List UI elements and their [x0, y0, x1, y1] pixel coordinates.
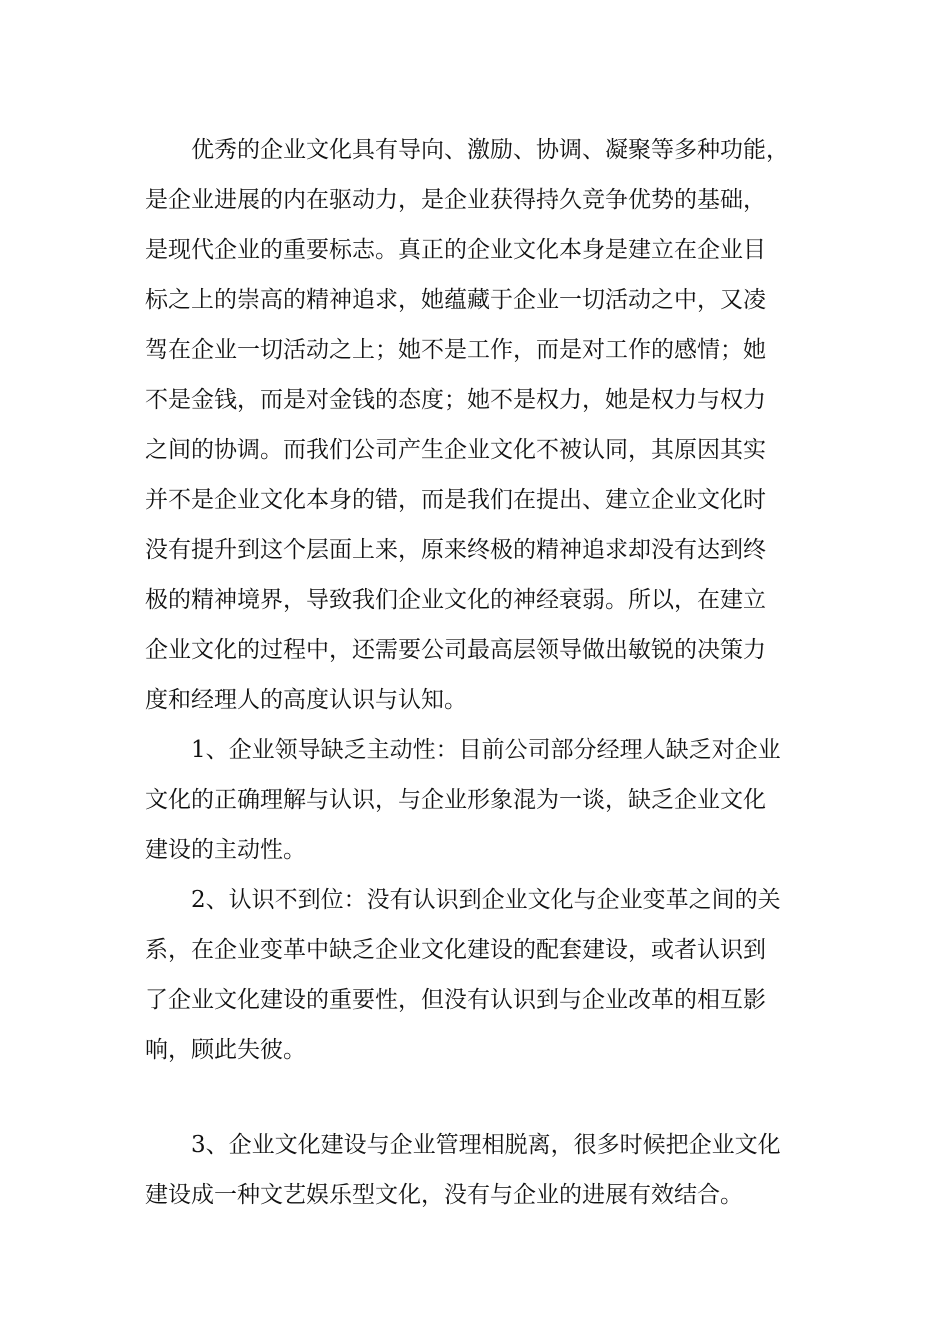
paragraph-line: 之间的协调。而我们公司产生企业文化不被认同，其原因其实 [145, 437, 766, 463]
paragraph-line: 驾在企业一切活动之上；她不是工作，而是对工作的感情；她 [145, 337, 766, 363]
paragraph-point-1 [145, 725, 815, 875]
paragraph-line: 文化的正确理解与认识，与企业形象混为一谈，缺乏企业文化 [145, 787, 766, 813]
paragraph-line: 标之上的崇高的精神追求，她蕴藏于企业一切活动之中，又凌 [145, 287, 766, 313]
paragraph-line: 是企业进展的内在驱动力，是企业获得持久竞争优势的基础， [145, 187, 766, 213]
paragraph-line: 了企业文化建设的重要性，但没有认识到与企业改革的相互影 [145, 987, 766, 1013]
paragraph-line: 度和经理人的高度认识与认知。 [145, 687, 467, 713]
paragraph-point-2 [145, 875, 815, 1075]
paragraph-corporate-culture-intro [145, 125, 815, 725]
paragraph-line: 建设成一种文艺娱乐型文化，没有与企业的进展有效结合。 [145, 1182, 743, 1208]
paragraph-line: 建设的主动性。 [145, 837, 306, 863]
paragraph-line: 不是金钱，而是对金钱的态度；她不是权力，她是权力与权力 [145, 387, 766, 413]
paragraph-line: 企业文化的过程中，还需要公司最高层领导做出敏锐的决策力 [145, 637, 766, 663]
paragraph-line: 极的精神境界，导致我们企业文化的神经衰弱。所以，在建立 [145, 587, 766, 613]
paragraph-line: 是现代企业的重要标志。真正的企业文化本身是建立在企业目 [145, 237, 766, 263]
paragraph-point-3 [145, 1120, 815, 1220]
paragraph-line: 没有提升到这个层面上来，原来终极的精神追求却没有达到终 [145, 537, 766, 563]
paragraph-line: 系，在企业变革中缺乏企业文化建设的配套建设，或者认识到 [145, 937, 766, 963]
paragraph-line: 并不是企业文化本身的错，而是我们在提出、建立企业文化时 [145, 487, 766, 513]
paragraph-line: 优秀的企业文化具有导向、激励、协调、凝聚等多种功能， [191, 137, 789, 163]
paragraph-line: 响，顾此失彼。 [145, 1037, 306, 1063]
paragraph-line: 3、企业文化建设与企业管理相脱离，很多时候把企业文化 [191, 1132, 781, 1158]
paragraph-line: 1、企业领导缺乏主动性：目前公司部分经理人缺乏对企业 [191, 737, 781, 763]
paragraph-line: 2、认识不到位：没有认识到企业文化与企业变革之间的关 [191, 887, 781, 913]
